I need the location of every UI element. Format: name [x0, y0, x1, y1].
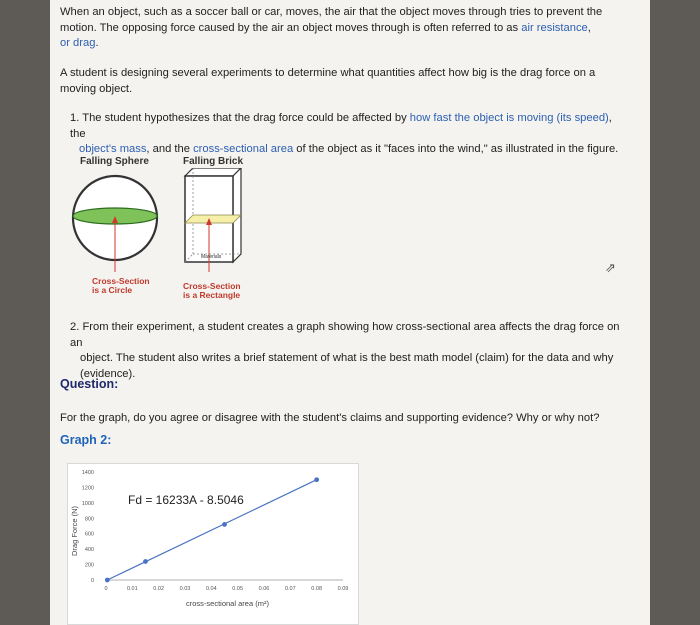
y-tick-label: 0	[90, 578, 94, 584]
x-tick-label: 0.09	[337, 586, 349, 592]
air-resistance-term: air resistance	[521, 21, 588, 34]
speed-term: how fast the object is moving (its speed)	[409, 112, 609, 124]
question-title: Question:	[60, 377, 119, 391]
student-paragraph: A student is designing several experiments to determine what quantities affect how big is the drag force on a moving object.	[60, 67, 596, 95]
data-point	[314, 477, 319, 482]
falling-objects-figure	[65, 168, 255, 273]
drag-force-chart	[67, 463, 359, 625]
trendline-equation: Fd = 16233A - 8.5046	[128, 493, 244, 507]
sphere-caption: Cross-Section is a Circle	[92, 276, 150, 295]
falling-brick-title: Falling Brick	[183, 156, 244, 167]
brick-small-label: Materials	[201, 254, 222, 260]
data-point	[105, 578, 110, 583]
falling-sphere-title: Falling Sphere	[80, 156, 149, 167]
x-tick-label: 0.03	[179, 586, 191, 592]
x-tick-label: 0.04	[205, 586, 217, 592]
question-text: For the graph, do you agree or disagree with the student's claims and supporting evidence? Why or why not?	[60, 412, 600, 424]
sphere-illustration	[73, 176, 157, 272]
area-term: cross-sectional area	[193, 143, 294, 155]
worksheet-page	[50, 0, 650, 625]
x-tick-label: 0.07	[284, 586, 296, 592]
y-tick-label: 1200	[81, 485, 94, 492]
intro-paragraph: When an object, such as a soccer ball or car, moves, the air that the object moves through tries to prevent the motion. The opposing force caused by the air an object moves through is often referred to as air resistance, or drag.	[60, 6, 603, 49]
x-tick-label: 0.01	[126, 586, 138, 592]
item-2: 2. From their experiment, a student creates a graph showing how cross-sectional area affects the drag force on an object. The student also writes a brief statement of what is the best math model (claim) for the data and why (evidence).	[70, 321, 620, 380]
brick-caption: Cross-Section is a Rectangle	[183, 281, 241, 300]
mass-term: object's mass	[79, 143, 147, 155]
y-tick-label: 1000	[81, 500, 94, 507]
chart-svg	[68, 464, 358, 624]
data-point	[143, 559, 148, 564]
y-tick-label: 800	[84, 516, 94, 523]
y-tick-label: 400	[84, 547, 94, 554]
mouse-cursor-icon: ⇗	[605, 260, 616, 275]
x-tick-label: 0.02	[153, 586, 165, 592]
brick-illustration	[185, 168, 241, 272]
drag-term: or drag	[60, 37, 96, 49]
graph-heading: Graph 2:	[60, 433, 112, 447]
x-tick-label: 0.08	[311, 586, 323, 592]
y-tick-label: 1400	[81, 470, 94, 476]
intro-line-1: When an object, such as a soccer ball or car, moves, the air that the object moves through tries to prevent the	[60, 6, 603, 18]
x-tick-label: 0.06	[258, 586, 270, 592]
intro-line-2: motion. The opposing force caused by the air an object moves through is often referred to as	[60, 21, 522, 34]
x-tick-label: 0.05	[232, 586, 244, 592]
y-axis-label: Drag Force (N)	[70, 505, 79, 556]
x-axis-label: cross-sectional area (m²)	[186, 599, 269, 608]
brick-cross-section	[185, 215, 241, 223]
data-point	[222, 522, 227, 527]
y-tick-label: 200	[84, 562, 94, 569]
x-tick-label: 0	[104, 586, 108, 592]
y-tick-label: 600	[84, 531, 94, 538]
item-1: 1. The student hypothesizes that the drag force could be affected by how fast the object is moving (its speed), the object's mass, and the cross-sectional area of the object as it "faces into the wind," as illustrated in the figure.	[70, 112, 619, 155]
